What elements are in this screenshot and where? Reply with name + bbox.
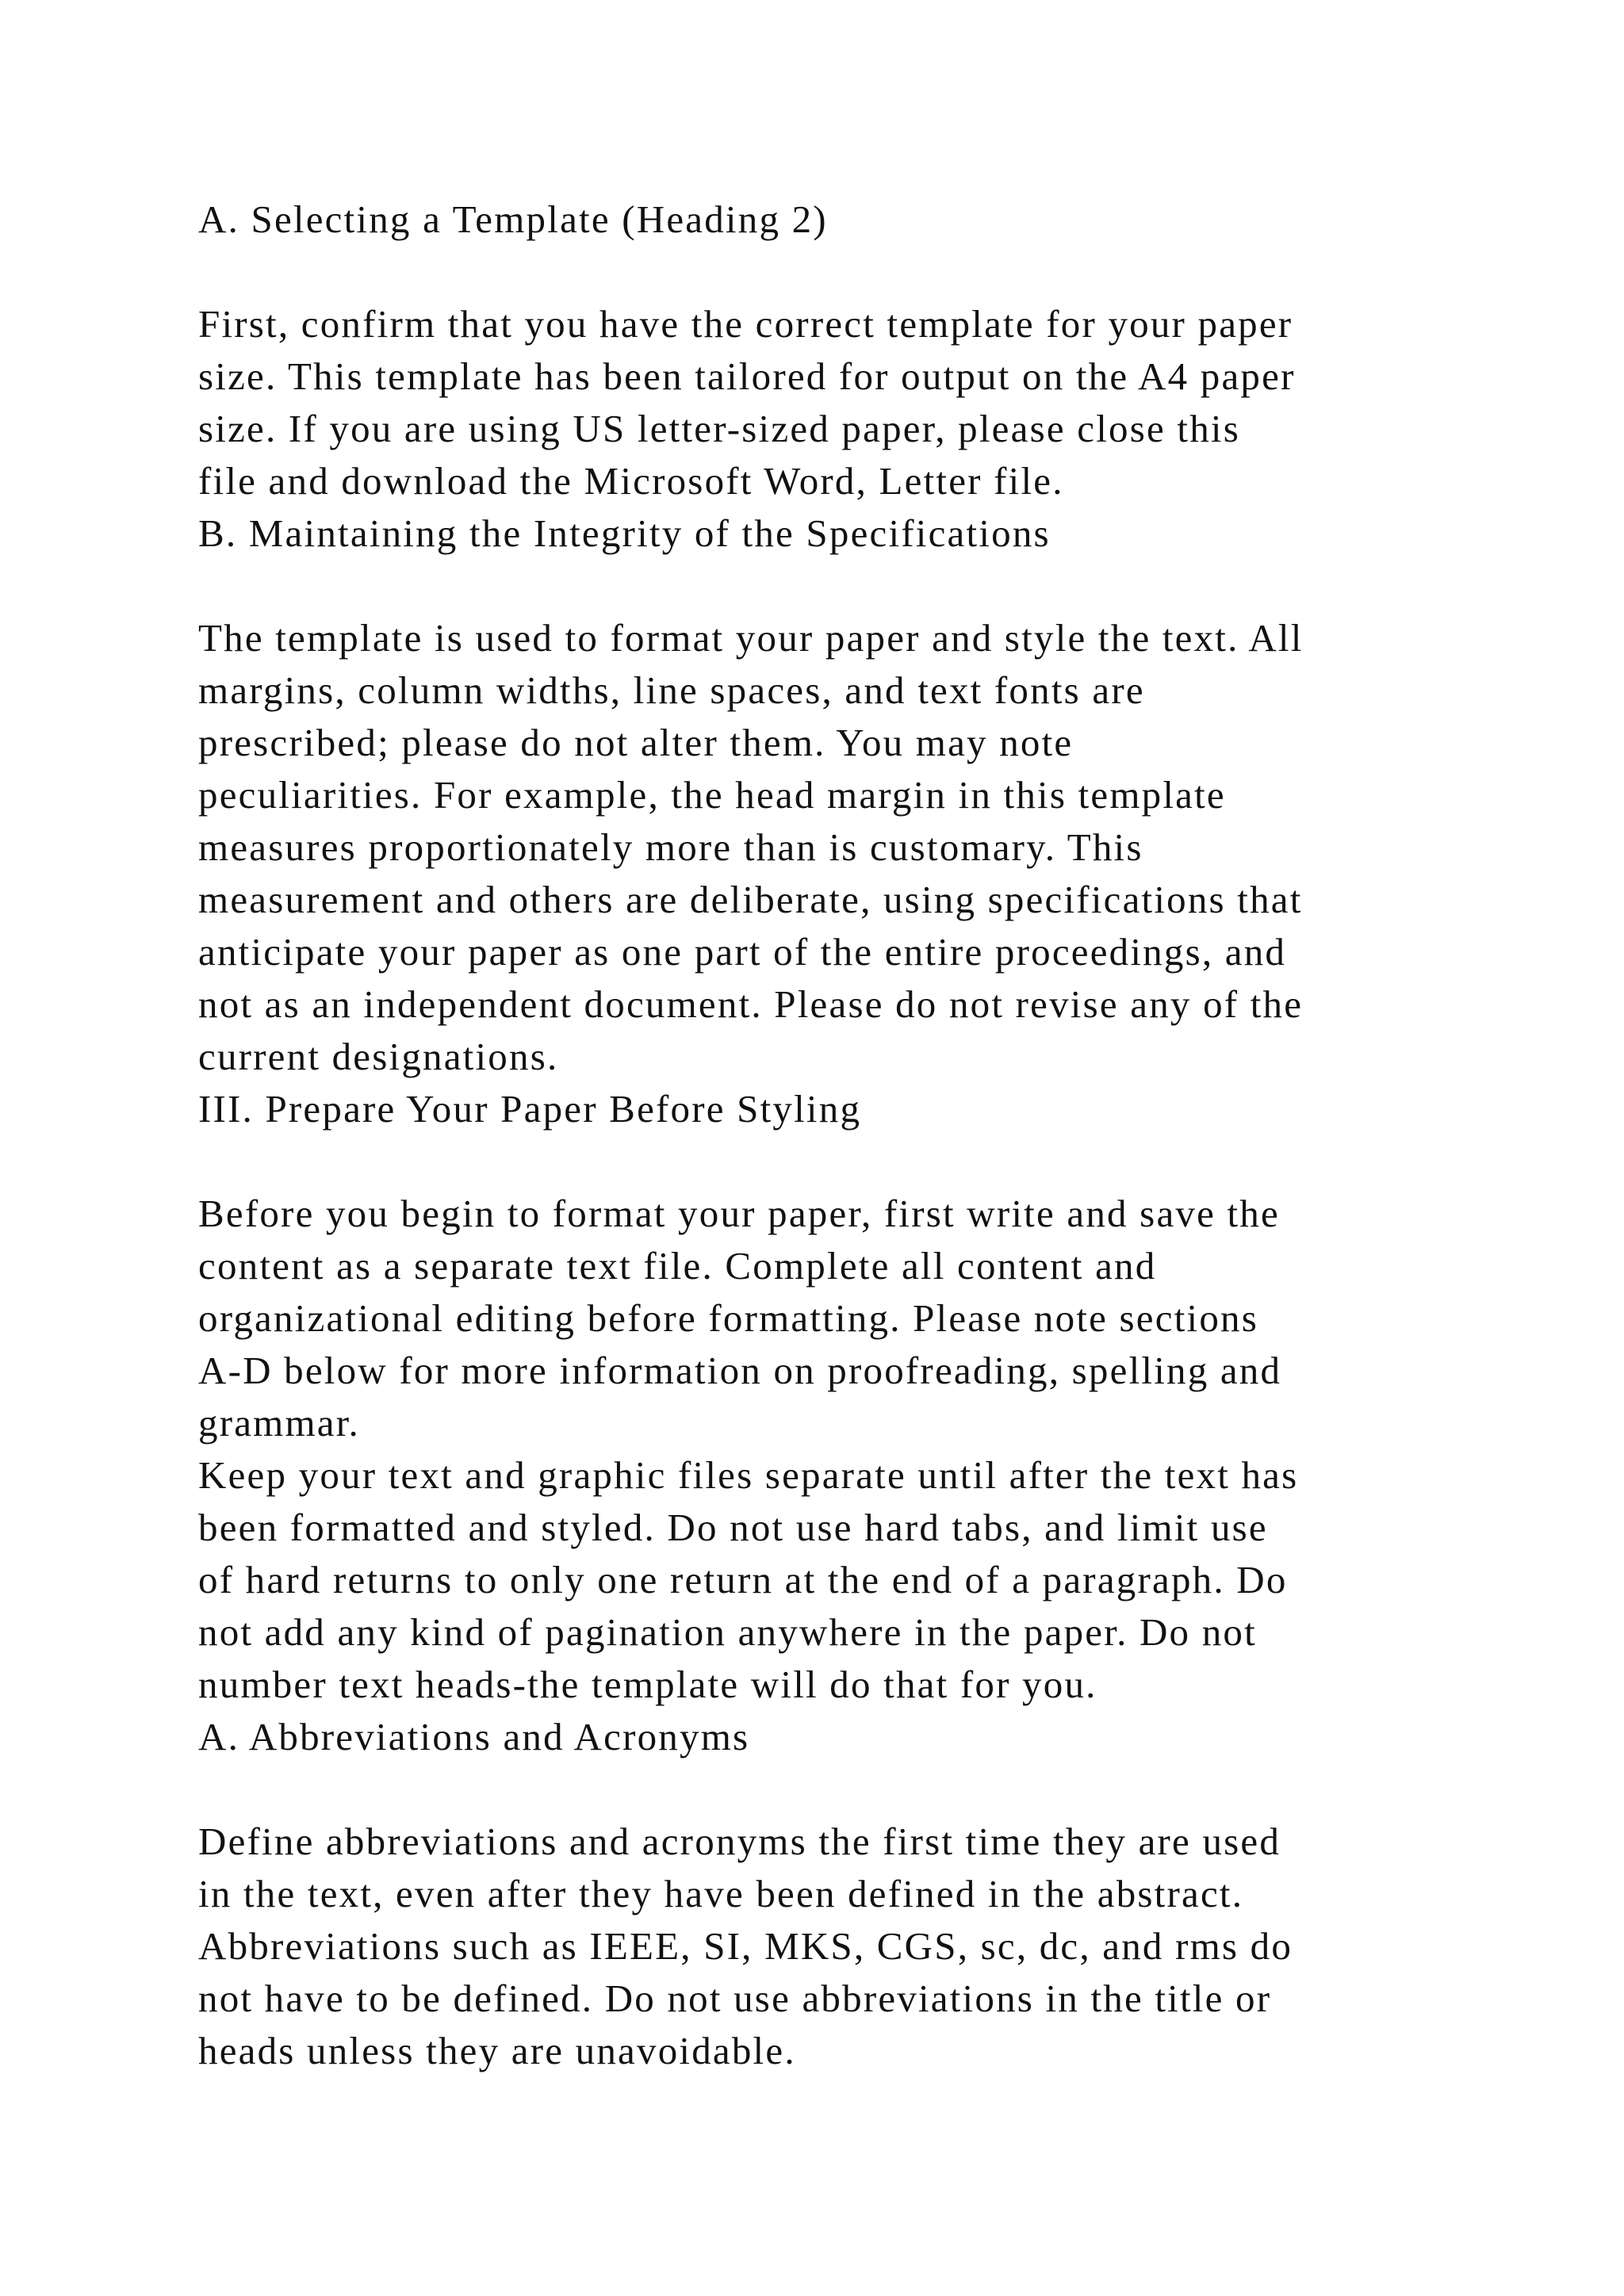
paragraph-line: size. If you are using US letter-sized paper, please close this [198, 407, 1240, 450]
paragraph-line: of hard returns to only one return at the end of a paragraph. Do [198, 1558, 1288, 1601]
paragraph-line: peculiarities. For example, the head margin in this template [198, 773, 1226, 817]
paragraph-line: organizational editing before formatting. Please note sections [198, 1296, 1258, 1340]
paragraph-line: prescribed; please do not alter them. You may note [198, 721, 1074, 764]
paragraph-line: not add any kind of pagination anywhere in the paper. Do not [198, 1610, 1257, 1654]
paragraph-line: not have to be defined. Do not use abbreviations in the title or [198, 1976, 1272, 2020]
paragraph-line: grammar. [198, 1401, 361, 1445]
heading-text: III. Prepare Your Paper Before Styling [198, 1087, 862, 1131]
paragraph-line: heads unless they are unavoidable. [198, 2029, 796, 2072]
paragraph [198, 298, 1515, 507]
section-heading [198, 1711, 1515, 1763]
paragraph-line: in the text, even after they have been defined in the abstract. [198, 1872, 1244, 1915]
blank-line [198, 560, 1515, 612]
paragraph-line: First, confirm that you have the correct template for your paper [198, 302, 1293, 346]
paragraph [198, 612, 1515, 1083]
document-body [198, 193, 1515, 2077]
paragraph-line: size. This template has been tailored for output on the A4 paper [198, 354, 1296, 398]
paragraph-line: margins, column widths, line spaces, and text fonts are [198, 668, 1145, 712]
paragraph-line: The template is used to format your paper and style the text. All [198, 616, 1304, 660]
paragraph-line: measurement and others are deliberate, using specifications that [198, 878, 1303, 921]
paragraph-line: content as a separate text file. Complete all content and [198, 1244, 1157, 1288]
paragraph-line: measures proportionately more than is customary. This [198, 825, 1143, 869]
blank-line [198, 1763, 1515, 1816]
paragraph-line: been formatted and styled. Do not use hard tabs, and limit use [198, 1506, 1268, 1549]
heading-text: A. Abbreviations and Acronyms [198, 1715, 750, 1758]
heading-text: A. Selecting a Template (Heading 2) [198, 197, 828, 241]
paragraph [198, 1816, 1515, 2077]
paragraph-line: current designations. [198, 1035, 559, 1078]
paragraph [198, 1449, 1515, 1711]
paragraph-line: number text heads-the template will do that for you. [198, 1663, 1097, 1706]
paragraph-line: Keep your text and graphic files separate until after the text has [198, 1453, 1299, 1497]
paragraph-line: A-D below for more information on proofreading, spelling and [198, 1349, 1282, 1392]
paragraph-line: Before you begin to format your paper, first write and save the [198, 1192, 1280, 1235]
paragraph-line: Define abbreviations and acronyms the first time they are used [198, 1820, 1281, 1863]
paragraph-line: file and download the Microsoft Word, Letter file. [198, 459, 1064, 503]
paragraph-line: Abbreviations such as IEEE, SI, MKS, CGS, sc, dc, and rms do [198, 1924, 1293, 1968]
paragraph-line: not as an independent document. Please do not revise any of the [198, 982, 1304, 1026]
paragraph-line: anticipate your paper as one part of the entire proceedings, and [198, 930, 1287, 974]
heading-text: B. Maintaining the Integrity of the Specifications [198, 511, 1051, 555]
section-heading [198, 193, 1515, 246]
section-heading [198, 1083, 1515, 1135]
section-heading [198, 507, 1515, 560]
paragraph [198, 1188, 1515, 1449]
blank-line [198, 246, 1515, 298]
blank-line [198, 1135, 1515, 1188]
